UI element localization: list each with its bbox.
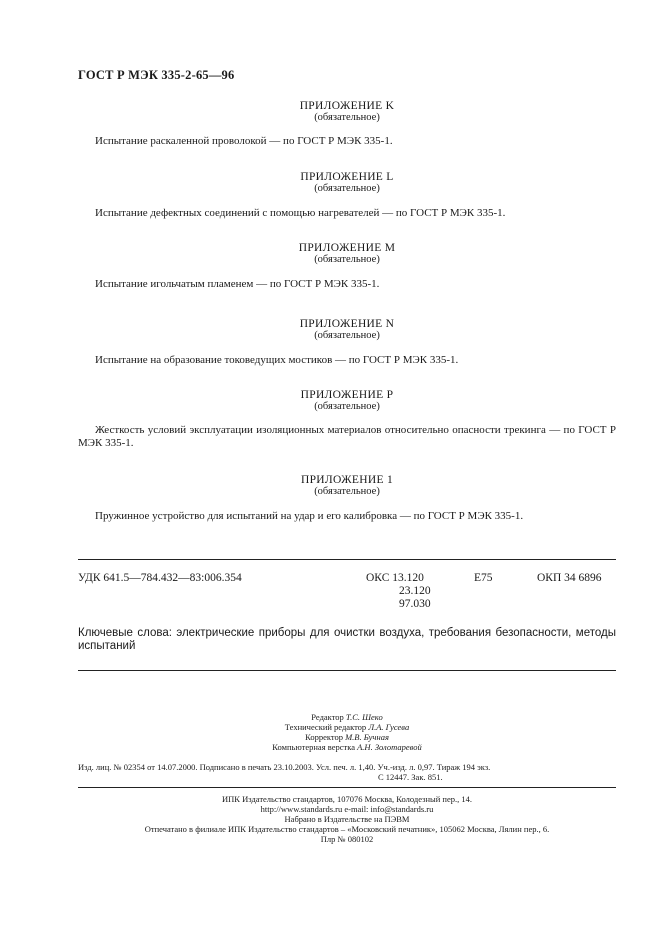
oks-code-1: ОКС 13.120 — [366, 572, 424, 584]
e-code: E75 — [474, 572, 493, 584]
publisher-line: Плр № 080102 — [320, 834, 374, 844]
annex-m — [78, 242, 616, 291]
oks-code-2: 23.120 — [399, 585, 431, 597]
imprint-credits — [78, 712, 616, 752]
annex-text: Жесткость условий эксплуатации изоляционных материалов относительно опасности трекинга — по ГОСТ Р МЭК 335-1. — [78, 424, 616, 449]
credit-tech-editor: Технический редактор Л.А. Гусева — [284, 722, 410, 732]
annex-note: (обязательное) — [314, 486, 380, 497]
divider — [78, 670, 616, 671]
keywords: Ключевые слова: электрические приборы для очистки воздуха, требования безопасности, методы испытаний — [78, 627, 616, 652]
oks-codes — [366, 572, 431, 611]
document-header: ГОСТ Р МЭК 335-2-65—96 — [78, 68, 235, 82]
annex-1 — [78, 474, 616, 523]
publication-info — [78, 762, 616, 782]
annex-n — [78, 318, 616, 367]
annex-k — [78, 100, 616, 148]
annex-title: ПРИЛОЖЕНИЕ N — [299, 318, 395, 330]
annex-text: Испытание раскаленной проволокой — по ГОСТ Р МЭК 335-1. — [95, 135, 393, 147]
annex-note: (обязательное) — [314, 401, 380, 412]
publisher-line: ИПК Издательство стандартов, 107076 Москва, Колодезный пер., 14. — [222, 794, 472, 804]
annex-text: Пружинное устройство для испытаний на удар и его калибровка — по ГОСТ Р МЭК 335-1. — [95, 510, 524, 522]
annex-title: ПРИЛОЖЕНИЕ P — [300, 389, 394, 401]
publisher-line: Отпечатано в филиале ИПК Издательство стандартов – «Московский печатник», 105062 Москва, Лялин пер., 6. — [144, 824, 550, 834]
annex-text: Испытание игольчатым пламенем — по ГОСТ Р МЭК 335-1. — [95, 278, 380, 290]
publication-line: С 12447. Зак. 851. — [378, 772, 443, 782]
annex-l — [78, 171, 616, 220]
udk-code: УДК 641.5—784.432—83:006.354 — [78, 572, 242, 584]
publisher-web: http://www.standards.ru e-mail: info@standards.ru — [260, 804, 434, 814]
divider — [78, 559, 616, 560]
publication-line: Изд. лиц. № 02354 от 14.07.2000. Подписано в печать 23.10.2003. Усл. печ. л. 1,40. Уч.-изд. л. 0,97. Тираж 194 экз. — [78, 762, 491, 772]
okp-code: ОКП 34 6896 — [537, 572, 602, 584]
annex-title: ПРИЛОЖЕНИЕ K — [299, 100, 395, 112]
annex-p — [78, 389, 616, 450]
annex-title: ПРИЛОЖЕНИЕ M — [298, 242, 396, 254]
divider — [78, 787, 616, 788]
credit-layout: Компьютерная верстка А.Н. Золотаревой — [272, 742, 422, 752]
annex-text: Испытание дефектных соединений с помощью нагревателей — по ГОСТ Р МЭК 335-1. — [95, 207, 506, 219]
oks-code-3: 97.030 — [399, 598, 431, 610]
annex-note: (обязательное) — [314, 254, 380, 265]
annex-note: (обязательное) — [314, 112, 380, 123]
publisher-info — [78, 794, 616, 844]
annex-note: (обязательное) — [314, 330, 380, 341]
annex-note: (обязательное) — [314, 183, 380, 194]
credit-editor: Редактор Т.С. Шеко — [311, 712, 383, 722]
publisher-line: Набрано в Издательстве на ПЭВМ — [284, 814, 410, 824]
annex-text: Испытание на образование токоведущих мостиков — по ГОСТ Р МЭК 335-1. — [95, 354, 459, 366]
credit-corrector: Корректор М.В. Бучная — [305, 732, 389, 742]
annex-title: ПРИЛОЖЕНИЕ L — [300, 171, 394, 183]
annex-title: ПРИЛОЖЕНИЕ 1 — [300, 474, 393, 486]
